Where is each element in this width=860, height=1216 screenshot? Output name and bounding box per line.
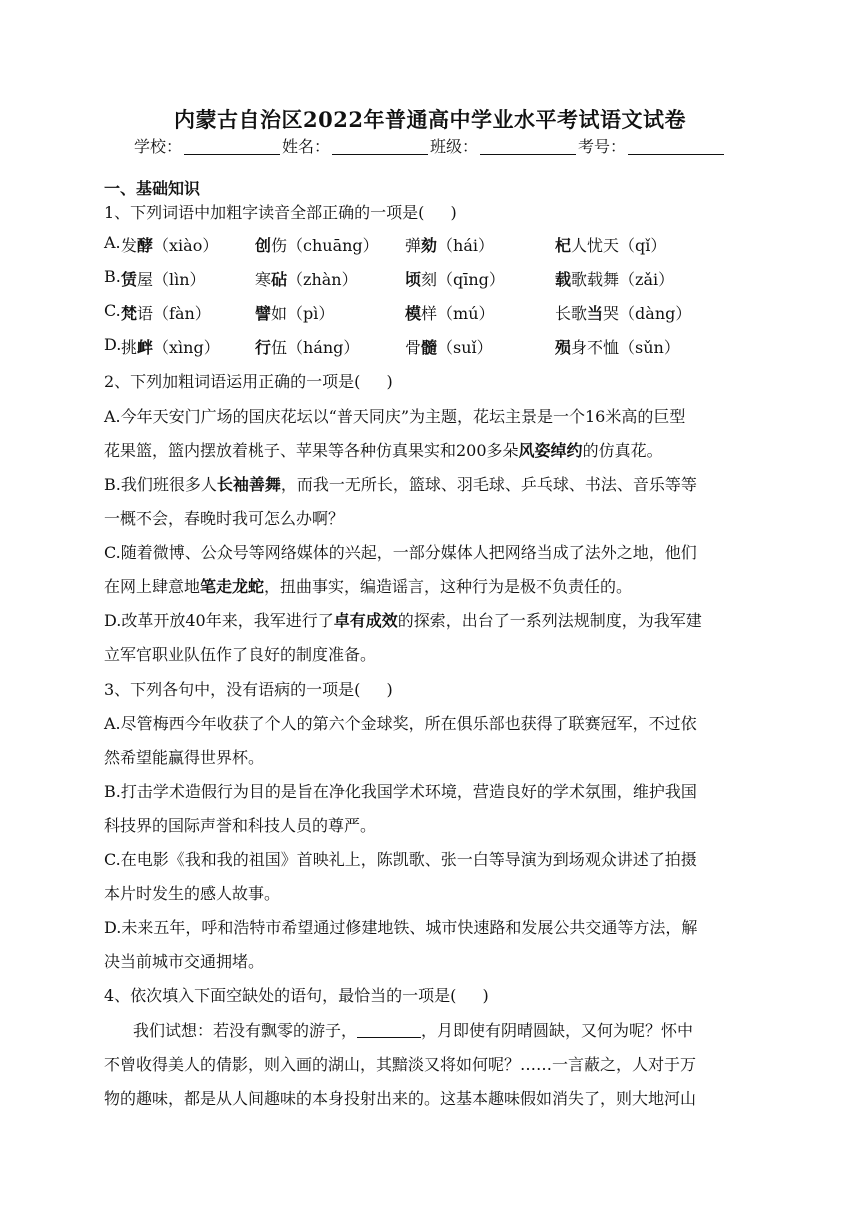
q2-option-a-line-1: A.今年天安门广场的国庆花坛以“普天同庆”为主题，花坛主景是一个16米高的巨型 (104, 407, 686, 426)
q2-a-bold-phrase: 风姿绰约 (518, 441, 583, 460)
q3-option-c-line-2: 本片时发生的感人故事。 (104, 884, 281, 903)
q2-option-c-line-2: 在网上肆意地笔走龙蛇，扭曲事实，编造谣言，这种行为是极不负责任的。 (104, 577, 633, 596)
q1-option-d-label: D. (104, 335, 122, 354)
q2-b-bold-phrase: 长袖善舞 (216, 475, 281, 494)
q2-option-c-line-1: C.随着微博、公众号等网络媒体的兴起，一部分媒体人把网络当成了法外之地，他们 (104, 543, 697, 562)
exam-number-label: 考号： (578, 137, 627, 156)
q1-option-a-item-3: 弹劾（hái） (405, 236, 494, 255)
q1-option-c-item-1: 梵语（fàn） (121, 304, 211, 323)
q3-option-d-line-2: 决当前城市交通拥堵。 (104, 952, 265, 971)
class-label: 班级： (430, 137, 479, 156)
student-info-line (0, 134, 860, 157)
q2-option-b-line-2: 一概不会，春晚时我可怎么办啊？ (104, 509, 345, 528)
class-field[interactable] (480, 138, 576, 155)
q2-option-d-line-1: D.改革开放40年来，我军进行了卓有成效的探索，出台了一系列法规制度，为我军建 (104, 611, 702, 630)
q1-option-b-label: B. (104, 267, 121, 286)
name-field[interactable] (332, 138, 428, 155)
q1-option-c-label: C. (104, 301, 121, 320)
q4-blank[interactable] (357, 1023, 421, 1038)
q4-passage-line-1: 我们试想：若没有飘零的游子， ，月即使有阴晴圆缺，又何为呢？怀中 (133, 1021, 694, 1040)
question-1-close: ) (450, 203, 457, 222)
question-4-close: ) (482, 986, 489, 1005)
question-2-stem (104, 369, 393, 392)
q2-option-b-line-1: B.我们班很多人长袖善舞，而我一无所长，篮球、羽毛球、乒乓球、书法、音乐等等 (104, 475, 697, 494)
q2-option-d-line-2: 立军官职业队伍作了良好的制度准备。 (104, 645, 377, 664)
q1-option-d-item-3: 骨髓（suǐ） (405, 338, 493, 357)
q2-option-a-line-2: 花果篮，篮内摆放着桃子、苹果等各种仿真果实和200多朵风姿绰约的仿真花。 (104, 441, 663, 460)
name-label: 姓名： (281, 137, 330, 156)
q1-option-a-item-2: 创伤（chuāng） (255, 236, 379, 255)
q1-option-b-item-4: 载歌载舞（zǎi） (555, 270, 675, 289)
school-label: 学校： (133, 137, 182, 156)
section-heading: 一、基础知识 (104, 179, 201, 198)
q4-passage-line-2: 不曾收得美人的倩影，则入画的湖山，其黯淡又将如何呢？……一言蔽之，人对于万 (104, 1055, 697, 1074)
q3-option-a-line-2: 然希望能赢得世界杯。 (104, 748, 265, 767)
q1-option-c-item-2: 譬如（pì） (255, 304, 335, 323)
q1-option-b-item-2: 寒砧（zhàn） (255, 270, 358, 289)
question-1-text: 1、下列词语中加粗字读音全部正确的一项是( (104, 203, 425, 222)
page-title: 内蒙古自治区2022年普通高中学业水平考试语文试卷 (174, 107, 686, 132)
q3-option-c-line-1: C.在电影《我和我的祖国》首映礼上，陈凯歌、张一白等导演为到场观众讲述了拍摄 (104, 850, 697, 869)
q1-option-d-item-1: 挑衅（xìng） (121, 338, 220, 357)
q1-option-c-item-4: 长歌当哭（dàng） (555, 304, 692, 323)
q1-option-d-item-4: 殒身不恤（sǔn） (555, 338, 680, 357)
question-2-text: 2、下列加粗词语运用正确的一项是( (104, 372, 361, 391)
q1-option-b-item-1: 赁屋（lìn） (121, 270, 206, 289)
q1-option-a-item-4: 杞人忧天（qǐ） (555, 236, 667, 255)
question-4-stem (104, 983, 489, 1006)
q1-option-c-item-3: 模样（mú） (405, 304, 495, 323)
q3-option-b-line-1: B.打击学术造假行为目的是旨在净化我国学术环境，营造良好的学术氛围，维护我国 (104, 782, 697, 801)
question-2-close: ) (386, 372, 393, 391)
question-3-stem (104, 677, 393, 700)
q3-option-a-line-1: A.尽管梅西今年收获了个人的第六个金球奖，所在俱乐部也获得了联赛冠军，不过依 (104, 714, 697, 733)
question-4-text: 4、依次填入下面空缺处的语句，最恰当的一项是( (104, 986, 457, 1005)
question-1-stem (104, 200, 457, 223)
question-3-close: ) (386, 680, 393, 699)
q1-option-a-item-1: 发酵（xiào） (121, 236, 219, 255)
q1-option-a-label: A. (104, 233, 121, 252)
q1-option-b-item-3: 顷刻（qīng） (405, 270, 505, 289)
q4-passage-line-3: 物的趣味，都是从人间趣味的本身投射出来的。这基本趣味假如消失了，则大地河山 (104, 1089, 697, 1108)
exam-number-field[interactable] (628, 138, 724, 155)
q1-option-d-item-2: 行伍（háng） (255, 338, 360, 357)
school-field[interactable] (184, 138, 280, 155)
q3-option-b-line-2: 科技界的国际声誉和科技人员的尊严。 (104, 816, 377, 835)
q2-c-bold-phrase: 笔走龙蛇 (200, 577, 265, 596)
q3-option-d-line-1: D.未来五年，呼和浩特市希望通过修建地铁、城市快速路和发展公共交通等方法，解 (104, 918, 698, 937)
question-3-text: 3、下列各句中，没有语病的一项是( (104, 680, 361, 699)
q2-d-bold-phrase: 卓有成效 (333, 611, 398, 630)
